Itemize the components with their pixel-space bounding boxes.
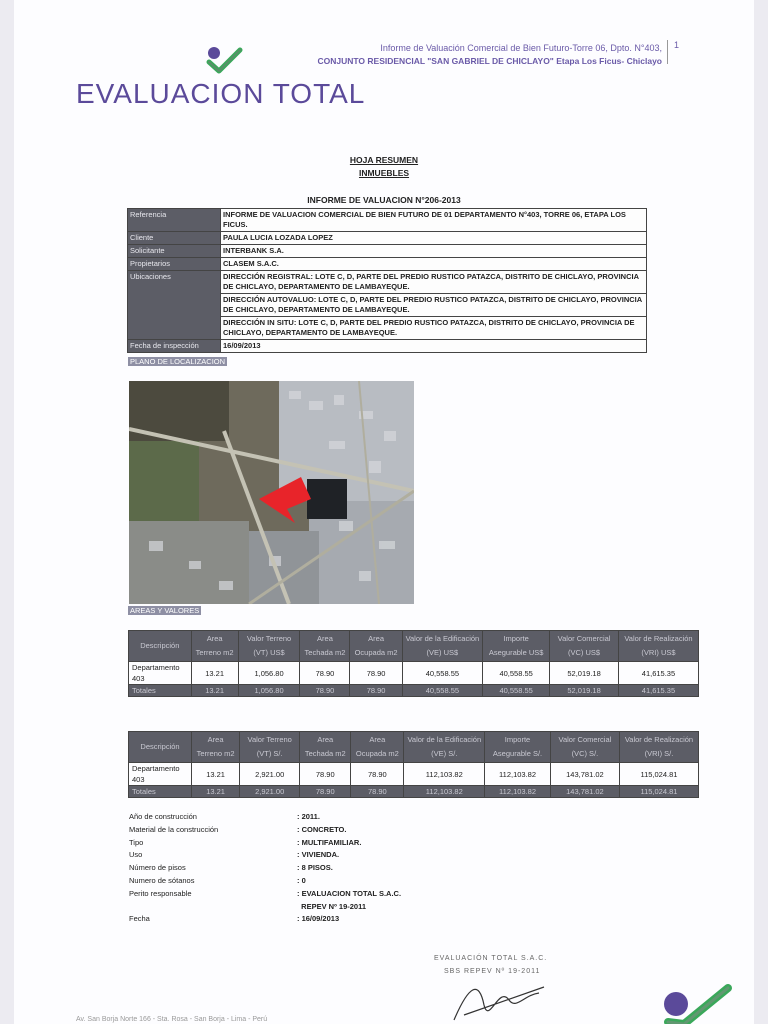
footer-address: Av. San Borja Norte 166 - Sta. Rosa - San Borja - Lima - Perú — [76, 1016, 268, 1023]
table-cell: 52,019.18 — [550, 662, 619, 685]
inmuebles-title: INMUEBLES — [358, 168, 410, 178]
hoja-resumen-title: HOJA RESUMEN — [349, 155, 419, 165]
table-cell: 115,024.81 — [619, 763, 698, 786]
table-cell: 112,103.82 — [404, 786, 485, 798]
table-cell: 41,615.35 — [618, 685, 698, 697]
signature-repev: SBS REPEV Nº 19-2011 — [444, 968, 541, 975]
spec-value: : MULTIFAMILIAR. — [297, 837, 362, 847]
referencia-label: Referencia — [128, 209, 221, 232]
table-cell: 40,558.55 — [483, 662, 550, 685]
table-cell: 78.90 — [300, 662, 350, 685]
table-cell: 78.90 — [351, 763, 404, 786]
column-header: Valor de Realización (VRI) US$ — [618, 631, 698, 662]
table-cell: 112,103.82 — [485, 786, 551, 798]
table-total-row — [129, 786, 699, 798]
table-cell: 78.90 — [350, 685, 402, 697]
table-cell: 78.90 — [300, 786, 351, 798]
table-row — [128, 245, 647, 258]
spec-label: Material de la construcción — [129, 824, 219, 834]
column-header: Valor Terreno (VT) US$ — [238, 631, 300, 662]
spec-value: : CONCRETO. — [297, 824, 347, 834]
table-row — [129, 662, 699, 685]
direccion-registral: DIRECCIÓN REGISTRAL: LOTE C, D, PARTE DEL PREDIO RUSTICO PATAZCA, DISTRITO DE CHICLAYO, PROVINCIA DE CHICLAYO, DEPARTAMENTO DE LAMBAYEQUE. — [221, 271, 647, 294]
spec-label: Perito responsable — [129, 888, 192, 898]
spec-value: : 2011. — [297, 812, 320, 821]
propietarios-label: Propietarios — [128, 258, 221, 271]
table-cell: Totales — [129, 685, 192, 697]
valores-usd-table — [128, 630, 699, 697]
informe-title: INFORME DE VALUACION N°206-2013 — [307, 195, 461, 205]
list-item — [129, 888, 401, 901]
direccion-in-situ: DIRECCIÓN IN SITU: LOTE C, D, PARTE DEL PREDIO RUSTICO PATAZCA, DISTRITO DE CHICLAYO, PROVINCIA DE CHICLAYO, DEPARTAMENTO DE LAMBAYEQUE. — [221, 317, 647, 340]
document-page — [14, 0, 754, 1024]
column-header: Area Terreno m2 — [191, 631, 238, 662]
location-map-image — [129, 381, 414, 604]
column-header: Importe Asegurable US$ — [483, 631, 550, 662]
table-cell: 41,615.35 — [618, 662, 698, 685]
table-row — [128, 340, 647, 353]
column-header: Area Ocupada m2 — [350, 631, 402, 662]
footer-checkmark-logo-icon — [654, 984, 734, 1024]
list-item — [129, 901, 401, 914]
column-header: Valor Comercial (VC) S/. — [550, 732, 619, 763]
spec-value: : VIVIENDA. — [297, 850, 340, 860]
column-header: Valor de la Edificación (VE) S/. — [404, 732, 485, 763]
column-header: Valor de la Edificación (VE) US$ — [402, 631, 482, 662]
table-cell: 78.90 — [300, 763, 351, 786]
table-cell: 40,558.55 — [402, 685, 482, 697]
table-header-row — [129, 732, 699, 763]
table-total-row — [129, 685, 699, 697]
list-item — [129, 875, 401, 888]
table-cell: Departamento 403 — [129, 662, 192, 685]
table-cell: 143,781.02 — [550, 763, 619, 786]
areas-section-label: AREAS Y VALORES — [130, 606, 200, 615]
spec-label — [129, 901, 297, 914]
column-header: Descripción — [129, 732, 192, 763]
spec-value: : EVALUACION TOTAL S.A.C. — [297, 888, 402, 898]
cliente-value: PAULA LUCIA LOZADA LOPEZ — [221, 232, 647, 245]
header-report-title: Informe de Valuación Comercial de Bien Futuro-Torre 06, Dpto. N°403, — [380, 43, 662, 53]
table-row — [128, 271, 647, 294]
table-cell: 2,921.00 — [240, 763, 300, 786]
list-item — [129, 837, 401, 850]
table-cell: Departamento 403 — [129, 763, 192, 786]
referencia-value: INFORME DE VALUACION COMERCIAL DE BIEN FUTURO DE 01 DEPARTAMENTO N°403, TORRE 06, ETAPA LOS FICUS. — [221, 209, 647, 232]
table-cell: 112,103.82 — [404, 763, 485, 786]
table-cell: 13.21 — [191, 662, 238, 685]
table-row — [128, 232, 647, 245]
list-item — [129, 913, 401, 926]
table-cell: 52,019.18 — [550, 685, 619, 697]
table-cell: 1,056.80 — [238, 685, 300, 697]
list-item — [129, 849, 401, 862]
brand-name: EVALUACION TOTAL — [76, 78, 366, 109]
column-header: Descripción — [129, 631, 192, 662]
column-header: Area Ocupada m2 — [351, 732, 404, 763]
header-project-title: CONJUNTO RESIDENCIAL "SAN GABRIEL DE CHICLAYO" Etapa Los Ficus- Chiclayo — [317, 56, 662, 66]
spec-value: : 0 — [297, 875, 306, 885]
spec-value: REPEV Nº 19-2011 — [297, 901, 367, 911]
table-cell: 115,024.81 — [619, 786, 698, 798]
table-cell: 143,781.02 — [550, 786, 619, 798]
table-row — [128, 258, 647, 271]
list-item — [129, 862, 401, 875]
cliente-label: Cliente — [128, 232, 221, 245]
spec-label: Numero de sótanos — [129, 875, 195, 885]
solicitante-label: Solicitante — [128, 245, 221, 258]
table-cell: 13.21 — [191, 685, 238, 697]
summary-info-table — [127, 208, 647, 353]
property-specs-list — [129, 811, 401, 926]
table-cell: 13.21 — [192, 786, 240, 798]
spec-label: Año de construcción — [129, 812, 197, 821]
plano-section-label: PLANO DE LOCALIZACION — [130, 357, 226, 366]
ubicaciones-label: Ubicaciones — [128, 271, 221, 340]
spec-label: Número de pisos — [129, 863, 186, 873]
table-cell: 13.21 — [192, 763, 240, 786]
column-header: Valor de Realización (VRI) S/. — [619, 732, 698, 763]
table-cell: 40,558.55 — [483, 685, 550, 697]
table-cell: 112,103.82 — [485, 763, 551, 786]
table-header-row — [129, 631, 699, 662]
table-row — [129, 763, 699, 786]
signature-company: EVALUACIÓN TOTAL S.A.C. — [434, 955, 548, 962]
solicitante-value: INTERBANK S.A. — [221, 245, 647, 258]
page-number: 1 — [667, 40, 679, 64]
column-header: Valor Terreno (VT) S/. — [240, 732, 300, 763]
list-item — [129, 811, 401, 824]
table-cell: 1,056.80 — [238, 662, 300, 685]
table-cell: 40,558.55 — [402, 662, 482, 685]
table-row — [128, 209, 647, 232]
spec-value: : 16/09/2013 — [297, 914, 340, 924]
spec-value: : 8 PISOS. — [297, 863, 333, 873]
direccion-autovaluo: DIRECCIÓN AUTOVALUO: LOTE C, D, PARTE DEL PREDIO RUSTICO PATAZCA, DISTRITO DE CHICLAYO, PROVINCIA DE CHICLAYO, DEPARTAMENTO DE LAMBAYEQUE. — [221, 294, 647, 317]
table-cell: 2,921.00 — [240, 786, 300, 798]
spec-label: Uso — [129, 850, 143, 860]
spec-label: Tipo — [129, 837, 144, 847]
list-item — [129, 824, 401, 837]
propietarios-value: CLASEM S.A.C. — [221, 258, 647, 271]
table-cell: Totales — [129, 786, 192, 798]
fecha-inspeccion-label: Fecha de inspección — [128, 340, 221, 353]
column-header: Importe Asegurable S/. — [485, 732, 551, 763]
column-header: Area Techada m2 — [300, 631, 350, 662]
fecha-inspeccion-value: 16/09/2013 — [221, 340, 647, 353]
table-cell: 78.90 — [300, 685, 350, 697]
spec-label: Fecha — [129, 914, 150, 924]
column-header: Area Techada m2 — [300, 732, 351, 763]
table-cell: 78.90 — [350, 662, 402, 685]
column-header: Area Terreno m2 — [192, 732, 240, 763]
column-header: Valor Comercial (VC) US$ — [550, 631, 619, 662]
valores-pen-table — [128, 731, 699, 798]
table-cell: 78.90 — [351, 786, 404, 798]
handwritten-signature — [444, 975, 554, 1024]
